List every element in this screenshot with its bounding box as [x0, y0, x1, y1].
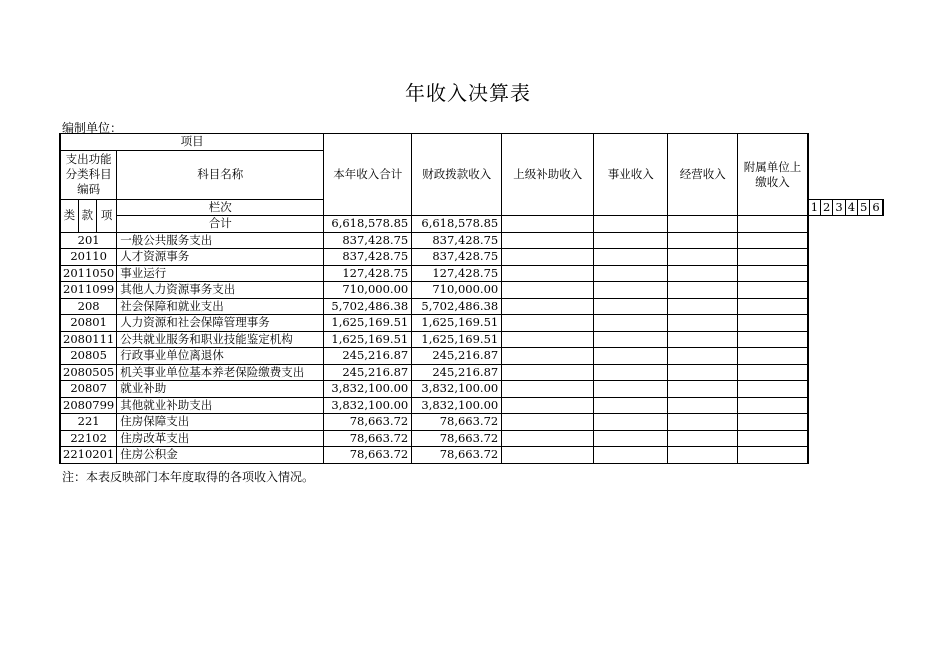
row-col4: [594, 232, 668, 249]
row-col5: [668, 265, 738, 282]
row-col3: [502, 249, 594, 266]
header-subject-name: 科目名称: [117, 150, 324, 199]
total-col5-empty: [668, 216, 738, 233]
row-col4: [594, 249, 668, 266]
row-code: 22102: [60, 430, 117, 447]
row-col4: [594, 414, 668, 431]
row-col2: 78,663.72: [412, 414, 502, 431]
row-col3: [502, 381, 594, 398]
row-col3: [502, 364, 594, 381]
header-kuan: 款: [78, 199, 96, 232]
row-col6: [738, 249, 808, 266]
table-row: [60, 315, 883, 332]
row-col3: [502, 298, 594, 315]
row-col6: [738, 414, 808, 431]
row-col2: 127,428.75: [412, 265, 502, 282]
row-col4: [594, 430, 668, 447]
row-col4: [594, 331, 668, 348]
row-name: 其他就业补助支出: [117, 397, 324, 414]
row-col5: [668, 331, 738, 348]
header-project: 项目: [60, 134, 324, 151]
header-xiang: 项: [96, 199, 116, 232]
table-row: [60, 265, 883, 282]
header-col-1: 本年收入合计: [324, 134, 412, 216]
header-lei: 类: [60, 199, 78, 232]
row-col1: 245,216.87: [324, 364, 412, 381]
row-col5: [668, 364, 738, 381]
row-name: 人才资源事务: [117, 249, 324, 266]
row-col5: [668, 348, 738, 365]
row-col1: 1,625,169.51: [324, 315, 412, 332]
row-name: 行政事业单位离退休: [117, 348, 324, 365]
table-row: [60, 232, 883, 249]
row-name: 住房保障支出: [117, 414, 324, 431]
total-col4-empty: [594, 216, 668, 233]
row-code: 201: [60, 232, 117, 249]
table-row: [60, 447, 883, 464]
row-code: 20110: [60, 249, 117, 266]
row-col5: [668, 430, 738, 447]
row-col1: 127,428.75: [324, 265, 412, 282]
row-col3: [502, 397, 594, 414]
row-col1: 837,428.75: [324, 249, 412, 266]
row-code: 2080111: [60, 331, 117, 348]
row-col1: 245,216.87: [324, 348, 412, 365]
row-code: 2080505: [60, 364, 117, 381]
row-name: 一般公共服务支出: [117, 232, 324, 249]
income-table: [59, 133, 884, 464]
header-col-2: 财政拨款收入: [412, 134, 502, 216]
row-col5: [668, 414, 738, 431]
row-col4: [594, 348, 668, 365]
row-code: 2011050: [60, 265, 117, 282]
row-col6: [738, 364, 808, 381]
row-col4: [594, 364, 668, 381]
row-name: 公共就业服务和职业技能鉴定机构: [117, 331, 324, 348]
row-name: 事业运行: [117, 265, 324, 282]
table-row: [60, 331, 883, 348]
row-col5: [668, 282, 738, 299]
total-label: 合计: [117, 216, 324, 233]
row-name: 就业补助: [117, 381, 324, 398]
row-col1: 1,625,169.51: [324, 331, 412, 348]
row-col2: 3,832,100.00: [412, 397, 502, 414]
row-col6: [738, 315, 808, 332]
row-col6: [738, 348, 808, 365]
table-row: [60, 381, 883, 398]
col-num-6: 6: [870, 199, 883, 216]
row-col4: [594, 298, 668, 315]
row-col1: 837,428.75: [324, 232, 412, 249]
row-col6: [738, 298, 808, 315]
row-col6: [738, 282, 808, 299]
table-row: [60, 348, 883, 365]
row-col6: [738, 331, 808, 348]
row-col2: 1,625,169.51: [412, 331, 502, 348]
row-code: 2011099: [60, 282, 117, 299]
row-name: 其他人力资源事务支出: [117, 282, 324, 299]
page-title: 年收入决算表: [405, 81, 531, 105]
table-row: [60, 364, 883, 381]
row-col4: [594, 265, 668, 282]
row-col5: [668, 315, 738, 332]
row-col4: [594, 397, 668, 414]
row-code: 20801: [60, 315, 117, 332]
row-col4: [594, 447, 668, 464]
row-col2: 5,702,486.38: [412, 298, 502, 315]
table-row: [60, 282, 883, 299]
row-code: 2210201: [60, 447, 117, 464]
row-col3: [502, 282, 594, 299]
row-col2: 78,663.72: [412, 447, 502, 464]
total-col1: 6,618,578.85: [324, 216, 412, 233]
row-col6: [738, 397, 808, 414]
row-col5: [668, 447, 738, 464]
col-num-2: 2: [821, 199, 833, 216]
row-col3: [502, 331, 594, 348]
row-col2: 78,663.72: [412, 430, 502, 447]
row-col1: 78,663.72: [324, 447, 412, 464]
row-col5: [668, 381, 738, 398]
row-code: 20807: [60, 381, 117, 398]
footnote: 注：本表反映部门本年度取得的各项收入情况。: [62, 470, 315, 484]
row-code: 221: [60, 414, 117, 431]
header-func-code: 支出功能分类科目编码: [60, 150, 117, 199]
total-col2: 6,618,578.85: [412, 216, 502, 233]
row-col4: [594, 282, 668, 299]
row-col5: [668, 232, 738, 249]
header-lanci: 栏次: [117, 199, 324, 216]
row-col4: [594, 381, 668, 398]
row-code: 20805: [60, 348, 117, 365]
row-col5: [668, 298, 738, 315]
row-col3: [502, 430, 594, 447]
row-col1: 710,000.00: [324, 282, 412, 299]
row-col2: 1,625,169.51: [412, 315, 502, 332]
col-num-5: 5: [858, 199, 870, 216]
row-col3: [502, 232, 594, 249]
header-col-5: 经营收入: [668, 134, 738, 216]
col-num-3: 3: [833, 199, 845, 216]
header-col-6: 附属单位上缴收入: [738, 134, 808, 216]
row-code: 208: [60, 298, 117, 315]
row-col3: [502, 447, 594, 464]
total-col3-empty: [502, 216, 594, 233]
table-row: [60, 397, 883, 414]
table-row: [60, 414, 883, 431]
row-col1: 3,832,100.00: [324, 381, 412, 398]
row-col1: 3,832,100.00: [324, 397, 412, 414]
header-col-3: 上级补助收入: [502, 134, 594, 216]
row-col2: 3,832,100.00: [412, 381, 502, 398]
row-col3: [502, 414, 594, 431]
table-row: [60, 430, 883, 447]
header-col-4: 事业收入: [594, 134, 668, 216]
row-col3: [502, 265, 594, 282]
row-col6: [738, 447, 808, 464]
row-name: 住房公积金: [117, 447, 324, 464]
row-col2: 837,428.75: [412, 232, 502, 249]
table-row: [60, 298, 883, 315]
row-col1: 5,702,486.38: [324, 298, 412, 315]
row-col2: 710,000.00: [412, 282, 502, 299]
unit-label: 编制单位：: [62, 121, 123, 135]
row-col3: [502, 348, 594, 365]
row-col5: [668, 249, 738, 266]
row-name: 社会保障和就业支出: [117, 298, 324, 315]
row-col3: [502, 315, 594, 332]
row-name: 机关事业单位基本养老保险缴费支出: [117, 364, 324, 381]
total-col6-empty: [738, 216, 808, 233]
row-col6: [738, 430, 808, 447]
row-col6: [738, 381, 808, 398]
row-col6: [738, 232, 808, 249]
row-name: 人力资源和社会保障管理事务: [117, 315, 324, 332]
row-col4: [594, 315, 668, 332]
table-row: [60, 249, 883, 266]
row-name: 住房改革支出: [117, 430, 324, 447]
col-num-4: 4: [845, 199, 857, 216]
row-col2: 245,216.87: [412, 364, 502, 381]
row-col6: [738, 265, 808, 282]
row-col5: [668, 397, 738, 414]
row-col1: 78,663.72: [324, 414, 412, 431]
row-code: 2080799: [60, 397, 117, 414]
col-num-1: 1: [808, 199, 821, 216]
row-col2: 245,216.87: [412, 348, 502, 365]
row-col1: 78,663.72: [324, 430, 412, 447]
row-col2: 837,428.75: [412, 249, 502, 266]
